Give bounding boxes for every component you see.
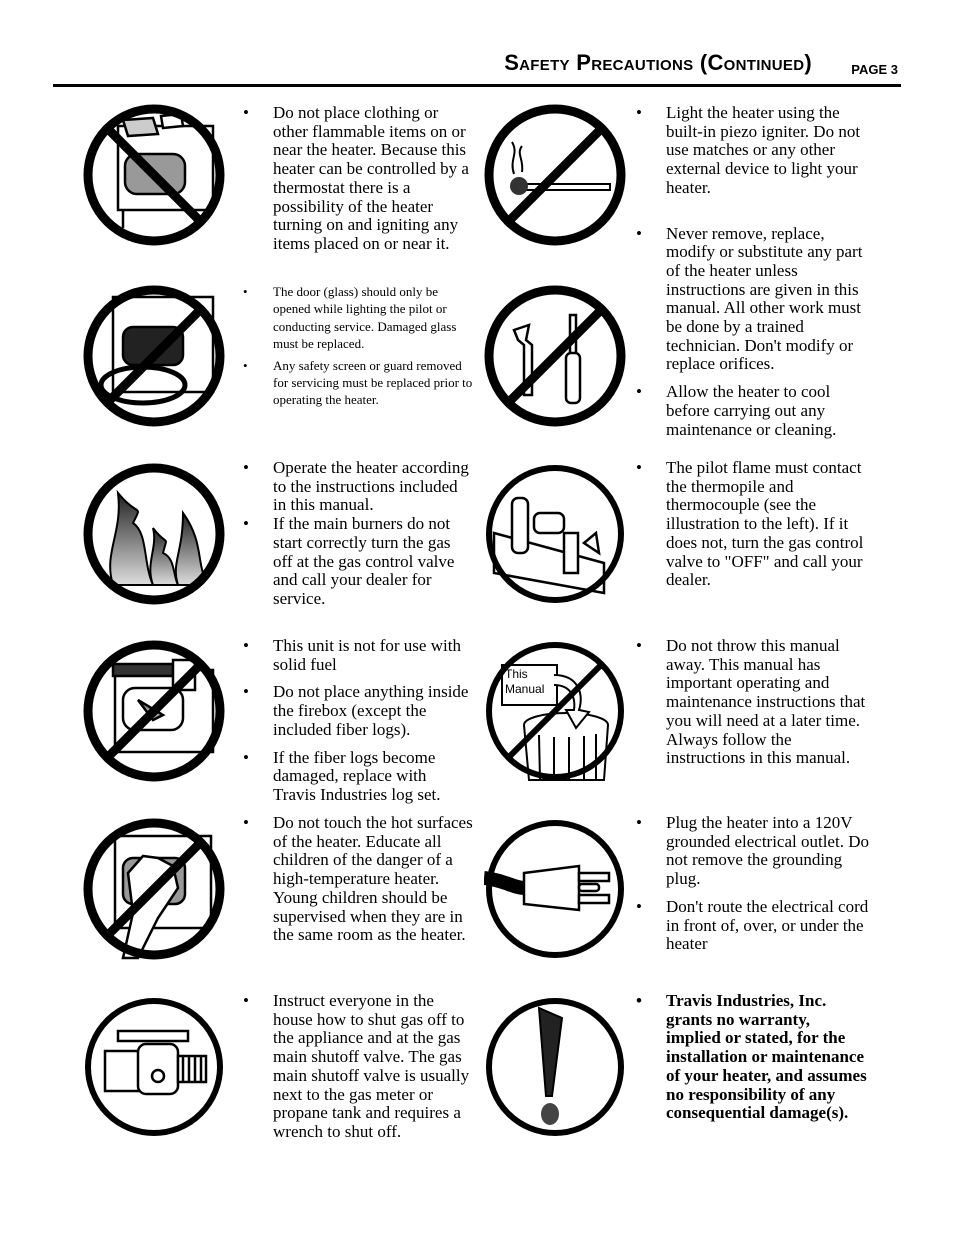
header-rule <box>53 84 901 87</box>
bullet-item: • Plug the heater into a 120V grounded electrical outlet. Do not remove the grounding plug. <box>634 814 869 889</box>
hot-surface-hand-icon <box>83 818 225 960</box>
no-flammables-stove-icon <box>83 104 225 246</box>
manual-label-line1: This <box>505 667 528 681</box>
left-block-6 <box>241 992 473 1142</box>
bullet-item: • Light the heater using the built-in piezo igniter. Do not use matches or any other external device to light your heater. <box>634 104 869 198</box>
electrical-plug-icon <box>484 818 626 960</box>
right-block-2 <box>634 459 869 590</box>
bullet-item: • Do not place anything inside the firebox (except the included fiber logs). <box>241 683 473 739</box>
no-match-icon <box>484 104 626 246</box>
right-block-5 <box>634 992 869 1123</box>
bullet-item: • This unit is not for use with solid fuel <box>241 637 473 674</box>
no-tools-icon <box>484 285 626 427</box>
left-block-2 <box>241 283 476 409</box>
bullet-item: • If the fiber logs become damaged, replace with Travis Industries log set. <box>241 749 473 805</box>
bullet-item: • Don't route the electrical cord in front of, over, or under the heater <box>634 898 869 954</box>
bullet-item: • Do not throw this manual away. This manual has important operating and maintenance instructions that you will need at a later time. Always follow the instructions in this manual. <box>634 637 869 768</box>
bullet-item: • If the main burners do not start correctly turn the gas off at the gas control valve and call your dealer for service. <box>241 515 473 609</box>
bullet-item: • Do not touch the hot surfaces of the heater. Educate all children of the danger of a high-temperature heater. Young children should be supervised when they are in the same room as the heater. <box>241 814 473 945</box>
bullet-item: • Travis Industries, Inc. grants no warranty, implied or stated, for the installation or maintenance of your heater, and assumes no responsibility of any consequential damage(s). <box>634 992 869 1123</box>
no-solid-fuel-stove-icon <box>83 640 225 782</box>
bullet-item: • Allow the heater to cool before carrying out any maintenance or cleaning. <box>634 383 869 439</box>
bullet-item: • Never remove, replace, modify or substitute any part of the heater unless instructions are given in this manual. All other work must be done by a trained technician. Don't modify or replace orifices. <box>634 225 869 375</box>
bullet-item: • Instruct everyone in the house how to shut gas off to the appliance and at the gas main shutoff valve. The gas main shutoff valve is usually next to the gas meter or propane tank and requires a wrench to shut off. <box>241 992 473 1142</box>
gas-valve-icon <box>83 996 225 1138</box>
bullet-item: • Do not place clothing or other flammable items on or near the heater. Because this heater can be controlled by a thermostat there is a possibility of the heater turning on and igniting any items placed on or near it. <box>241 104 473 254</box>
manual-trash-icon <box>484 640 626 782</box>
bullet-item: • Operate the heater according to the instructions included in this manual. <box>241 459 473 515</box>
manual-label-line2: Manual <box>505 682 545 696</box>
warning-exclamation-icon <box>484 996 626 1138</box>
right-block-1 <box>634 104 869 439</box>
page-number: PAGE 3 <box>851 62 898 77</box>
bullet-item: • The pilot flame must contact the thermopile and thermocouple (see the illustration to the left). If it does not, turn the gas control valve to "OFF" and call your dealer. <box>634 459 869 590</box>
left-block-1 <box>241 104 473 254</box>
left-block-3 <box>241 459 473 609</box>
left-block-4 <box>241 637 473 805</box>
left-block-5 <box>241 814 473 945</box>
bullet-item: • Any safety screen or guard removed for servicing must be replaced prior to operating the heater. <box>241 357 476 409</box>
page-title: Safety Precautions (Continued) <box>504 50 812 75</box>
right-block-4 <box>634 814 869 954</box>
flame-icon <box>83 463 225 605</box>
bullet-item: • The door (glass) should only be opened while lighting the pilot or conducting service. Damaged glass must be replaced. <box>241 283 476 353</box>
pilot-flame-thermocouple-icon <box>484 463 626 605</box>
door-glass-stove-icon <box>83 285 225 427</box>
right-block-3 <box>634 637 869 768</box>
